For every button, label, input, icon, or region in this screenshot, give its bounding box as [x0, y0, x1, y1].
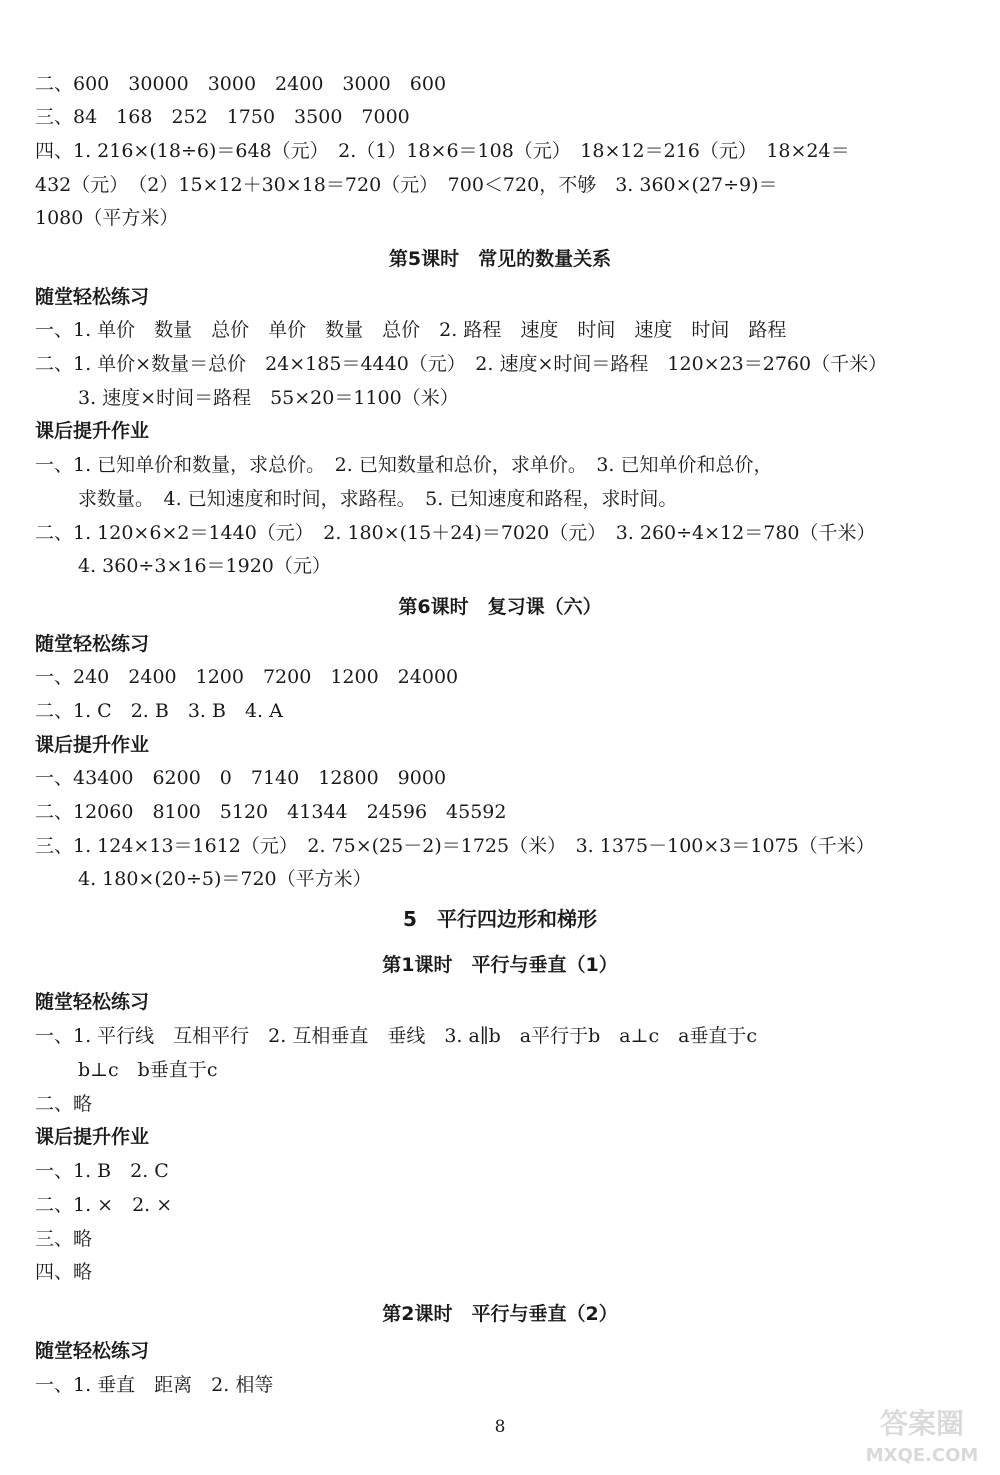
answer-line: 二、1. × 2. ×	[35, 1194, 173, 1216]
answer-line: 三、84 168 252 1750 3500 7000	[35, 106, 410, 128]
answer-line: 二、略	[35, 1093, 93, 1115]
section-heading: 随堂轻松练习	[35, 633, 150, 655]
watermark-logo	[852, 1399, 992, 1469]
answer-line: 求数量。 4. 已知速度和时间，求路程。 5. 已知速度和路程，求时间。	[78, 488, 678, 510]
answer-line: b⊥c b垂直于c	[78, 1059, 218, 1081]
answer-line: 一、1. 垂直 距离 2. 相等	[35, 1374, 274, 1396]
section-heading: 随堂轻松练习	[35, 286, 150, 308]
answer-line: 一、240 2400 1200 7200 1200 24000	[35, 666, 459, 688]
lesson-heading: 第6课时 复习课（六）	[398, 596, 602, 618]
answer-line: 二、1. 120×6×2＝1440（元） 2. 180×(15＋24)＝7020（元） 3. 260÷4×12＝780（千米）	[35, 522, 876, 544]
answer-line: 4. 180×(20÷5)＝720（平方米）	[78, 868, 372, 890]
page-number: 8	[494, 1417, 506, 1437]
unit-heading: 5 平行四边形和梯形	[403, 907, 597, 931]
answer-line: 1080（平方米）	[35, 207, 179, 229]
svg-text:MXQE.COM: MXQE.COM	[865, 1445, 979, 1466]
answer-line: 四、1. 216×(18÷6)＝648（元） 2.（1）18×6＝108（元） 18×12＝216（元） 18×24＝	[35, 140, 850, 162]
section-heading: 随堂轻松练习	[35, 991, 150, 1013]
answer-line: 4. 360÷3×16＝1920（元）	[78, 555, 331, 577]
answer-line: 一、43400 6200 0 7140 12800 9000	[35, 767, 447, 789]
lesson-heading: 第5课时 常见的数量关系	[388, 248, 612, 270]
answer-line: 二、12060 8100 5120 41344 24596 45592	[35, 801, 507, 823]
answer-line: 三、略	[35, 1228, 93, 1250]
lesson-heading: 第2课时 平行与垂直（2）	[382, 1303, 618, 1325]
answer-line: 二、1. 单价×数量＝总价 24×185＝4440（元） 2. 速度×时间＝路程 120×23＝2760（千米）	[35, 353, 888, 375]
answer-line: 二、1. C 2. B 3. B 4. A	[35, 700, 283, 722]
lesson-heading: 第1课时 平行与垂直（1）	[382, 954, 618, 976]
answer-line: 二、600 30000 3000 2400 3000 600	[35, 73, 447, 95]
answer-line: 一、1. 单价 数量 总价 单价 数量 总价 2. 路程 速度 时间 速度 时间 路程	[35, 319, 787, 341]
section-heading: 课后提升作业	[35, 1126, 150, 1148]
section-heading: 随堂轻松练习	[35, 1340, 150, 1362]
answer-line: 432（元） （2）15×12＋30×18＝720（元） 700＜720，不够 3. 360×(27÷9)＝	[35, 174, 778, 196]
answer-line: 一、1. B 2. C	[35, 1160, 169, 1182]
answer-line: 三、1. 124×13＝1612（元） 2. 75×(25－2)＝1725（米） 3. 1375－100×3＝1075（千米）	[35, 835, 875, 857]
section-heading: 课后提升作业	[35, 420, 150, 442]
answer-line: 四、略	[35, 1261, 93, 1283]
svg-text:答案圈: 答案圈	[879, 1407, 965, 1440]
section-heading: 课后提升作业	[35, 734, 150, 756]
answer-line: 3. 速度×时间＝路程 55×20＝1100（米）	[78, 387, 459, 409]
answer-line: 一、1. 平行线 互相平行 2. 互相垂直 垂线 3. a∥b a平行于b a⊥c a垂直于c	[35, 1025, 758, 1047]
answer-line: 一、1. 已知单价和数量，求总价。 2. 已知数量和总价，求单价。 3. 已知单价和总价，	[35, 454, 773, 476]
